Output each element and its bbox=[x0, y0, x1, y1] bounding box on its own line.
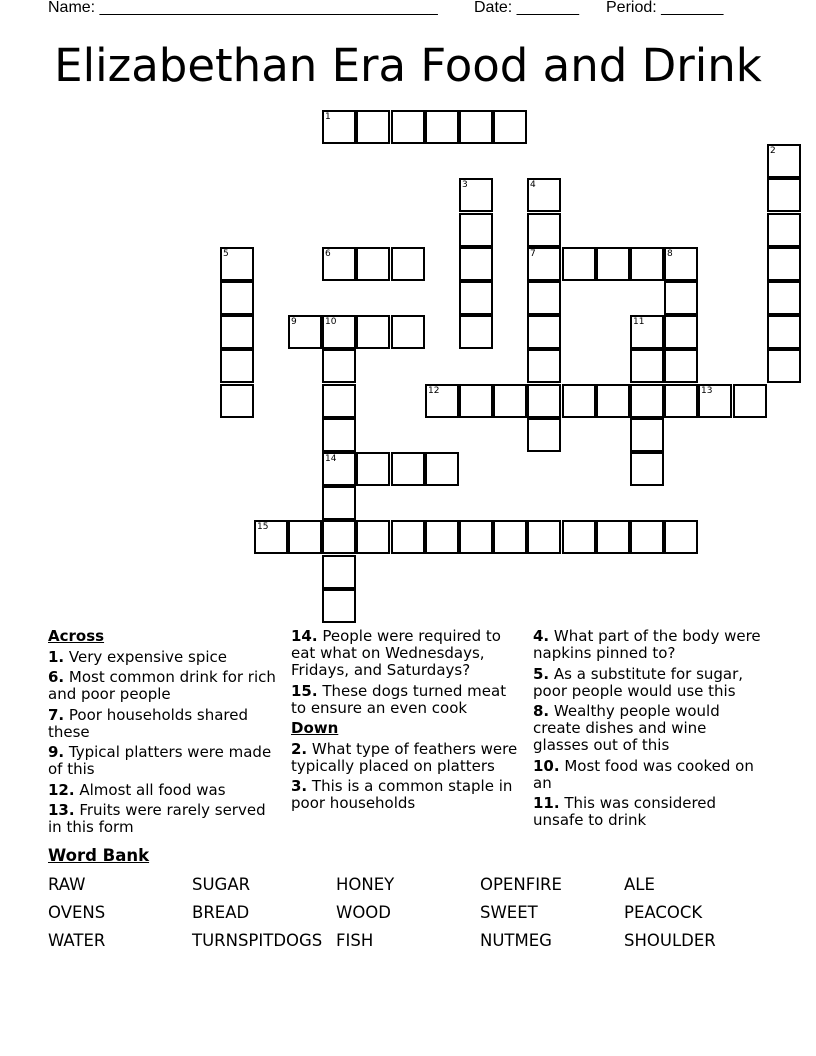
clue-number: 15 bbox=[257, 522, 269, 532]
crossword-cell[interactable] bbox=[733, 384, 767, 418]
clue-item-text: This was considered unsafe to drink bbox=[533, 794, 717, 829]
crossword-cell[interactable] bbox=[288, 520, 322, 554]
crossword-cell[interactable] bbox=[562, 247, 596, 281]
crossword-cell[interactable] bbox=[767, 144, 801, 178]
crossword-cell[interactable] bbox=[527, 520, 561, 554]
crossword-cell[interactable] bbox=[664, 281, 698, 315]
crossword-cell[interactable] bbox=[220, 247, 254, 281]
crossword-cell[interactable] bbox=[596, 247, 630, 281]
crossword-cell[interactable] bbox=[322, 110, 356, 144]
clue-item-number: 15. bbox=[291, 681, 318, 700]
clue-item bbox=[48, 707, 276, 741]
crossword-cell[interactable] bbox=[254, 520, 288, 554]
clue-item-number: 14. bbox=[291, 627, 318, 645]
clue-item bbox=[48, 649, 276, 666]
crossword-cell[interactable] bbox=[322, 247, 356, 281]
clue-item-number: 4. bbox=[533, 627, 550, 645]
clue-item bbox=[291, 683, 519, 717]
clue-item bbox=[533, 666, 765, 700]
clues-column-1 bbox=[48, 628, 276, 840]
crossword-cell[interactable] bbox=[425, 452, 459, 486]
crossword-cell[interactable] bbox=[391, 110, 425, 144]
crossword-cell[interactable] bbox=[391, 520, 425, 554]
clue-number: 10 bbox=[325, 317, 337, 327]
crossword-cell[interactable] bbox=[220, 384, 254, 418]
crossword-cell[interactable] bbox=[459, 520, 493, 554]
clue-item-text: Wealthy people would create dishes and wine glasses out of this bbox=[533, 702, 720, 754]
crossword-cell[interactable] bbox=[527, 178, 561, 212]
word-bank-item: NUTMEG bbox=[480, 931, 552, 950]
clue-item-text: These dogs turned meat to ensure an even cook bbox=[291, 681, 507, 717]
crossword-cell[interactable] bbox=[459, 384, 493, 418]
crossword-cell[interactable] bbox=[322, 418, 356, 452]
crossword-cell[interactable] bbox=[664, 384, 698, 418]
crossword-cell[interactable] bbox=[767, 213, 801, 247]
crossword-cell[interactable] bbox=[459, 178, 493, 212]
clue-number: 1 bbox=[325, 112, 331, 122]
crossword-cell[interactable] bbox=[459, 110, 493, 144]
clue-item-text: Fruits were rarely served in this form bbox=[48, 801, 266, 836]
clue-number: 5 bbox=[223, 249, 229, 259]
crossword-cell[interactable] bbox=[459, 281, 493, 315]
period-field[interactable]: Period: _______ bbox=[606, 0, 724, 16]
word-bank-item: FISH bbox=[336, 931, 374, 950]
crossword-cell[interactable] bbox=[767, 349, 801, 383]
crossword-cell[interactable] bbox=[322, 555, 356, 589]
crossword-cell[interactable] bbox=[493, 110, 527, 144]
crossword-cell[interactable] bbox=[527, 315, 561, 349]
clue-item bbox=[48, 669, 276, 703]
word-bank-item: OVENS bbox=[48, 903, 106, 922]
crossword-cell[interactable] bbox=[356, 110, 390, 144]
clue-item-text: Very expensive spice bbox=[64, 647, 227, 666]
clue-item bbox=[533, 628, 765, 662]
clue-item-number: 8. bbox=[533, 702, 550, 720]
crossword-cell[interactable] bbox=[391, 247, 425, 281]
crossword-cell[interactable] bbox=[664, 315, 698, 349]
clue-item-number: 13. bbox=[48, 801, 75, 819]
word-bank-item: WATER bbox=[48, 931, 106, 950]
word-bank-item: OPENFIRE bbox=[480, 875, 562, 894]
word-bank-item: SWEET bbox=[480, 903, 538, 922]
clue-item-text: What type of feathers were typically placed on platters bbox=[291, 739, 518, 775]
clue-item bbox=[533, 795, 765, 829]
crossword-cell[interactable] bbox=[596, 384, 630, 418]
clue-number: 9 bbox=[291, 317, 297, 327]
clue-item bbox=[291, 628, 519, 679]
clue-item-number: 11. bbox=[533, 794, 560, 812]
crossword-cell[interactable] bbox=[630, 452, 664, 486]
clue-item-text: Typical platters were made of this bbox=[48, 743, 272, 778]
clue-item-number: 1. bbox=[48, 647, 65, 666]
word-bank-item: SHOULDER bbox=[624, 931, 716, 950]
clue-item-text: Almost all food was bbox=[74, 780, 226, 799]
crossword-cell[interactable] bbox=[322, 486, 356, 520]
crossword-cell[interactable] bbox=[288, 315, 322, 349]
down-heading: Down bbox=[291, 719, 339, 737]
clue-number: 13 bbox=[701, 386, 713, 396]
page-title: Elizabethan Era Food and Drink bbox=[54, 39, 762, 92]
crossword-cell[interactable] bbox=[664, 247, 698, 281]
clue-item-text: As a substitute for sugar, poor people would use this bbox=[533, 664, 744, 700]
crossword-cell[interactable] bbox=[425, 110, 459, 144]
clue-item bbox=[533, 703, 765, 754]
crossword-cell[interactable] bbox=[322, 520, 356, 554]
clue-number: 14 bbox=[325, 454, 337, 464]
clue-item-number: 10. bbox=[533, 756, 560, 775]
crossword-cell[interactable] bbox=[493, 384, 527, 418]
crossword-cell[interactable] bbox=[527, 349, 561, 383]
crossword-cell[interactable] bbox=[630, 315, 664, 349]
crossword-cell[interactable] bbox=[767, 281, 801, 315]
clue-item-number: 3. bbox=[291, 777, 308, 795]
crossword-cell[interactable] bbox=[322, 315, 356, 349]
crossword-cell[interactable] bbox=[527, 418, 561, 452]
clue-item bbox=[48, 744, 276, 778]
crossword-cell[interactable] bbox=[459, 315, 493, 349]
clue-item-text: People were required to eat what on Wednesdays, Fridays, and Saturdays? bbox=[291, 627, 501, 679]
name-field[interactable]: Name: ______________________________________ bbox=[48, 0, 438, 16]
word-bank-item: ALE bbox=[624, 875, 655, 894]
crossword-cell[interactable] bbox=[630, 247, 664, 281]
crossword-cell[interactable] bbox=[220, 281, 254, 315]
clue-item bbox=[48, 802, 276, 836]
crossword-cell[interactable] bbox=[767, 178, 801, 212]
crossword-cell[interactable] bbox=[356, 452, 390, 486]
clue-item-text: What part of the body were napkins pinned to? bbox=[533, 627, 761, 662]
crossword-cell[interactable] bbox=[356, 520, 390, 554]
crossword-cell[interactable] bbox=[391, 315, 425, 349]
clue-number: 2 bbox=[770, 146, 776, 156]
crossword-cell[interactable] bbox=[596, 520, 630, 554]
crossword-cell[interactable] bbox=[356, 247, 390, 281]
clue-number: 11 bbox=[633, 317, 645, 327]
clue-number: 6 bbox=[325, 249, 331, 259]
crossword-cell[interactable] bbox=[630, 349, 664, 383]
crossword-cell[interactable] bbox=[664, 349, 698, 383]
crossword-cell[interactable] bbox=[425, 520, 459, 554]
word-bank-item: TURNSPITDOGS bbox=[192, 931, 323, 950]
clue-number: 12 bbox=[428, 386, 440, 396]
word-bank-title: Word Bank bbox=[48, 846, 150, 865]
clue-item-text: Most food was cooked on an bbox=[533, 756, 754, 792]
crossword-cell[interactable] bbox=[220, 315, 254, 349]
clues-column-2 bbox=[291, 628, 519, 816]
clue-item bbox=[291, 741, 519, 775]
crossword-cell[interactable] bbox=[459, 247, 493, 281]
clue-item-number: 5. bbox=[533, 664, 550, 683]
clue-number: 7 bbox=[530, 249, 536, 259]
clue-item bbox=[291, 778, 519, 812]
clue-item-number: 12. bbox=[48, 780, 75, 799]
clue-item-number: 7. bbox=[48, 705, 65, 724]
clue-item-number: 9. bbox=[48, 743, 65, 761]
clue-item-text: Most common drink for rich and poor people bbox=[48, 668, 276, 703]
crossword-cell[interactable] bbox=[391, 452, 425, 486]
crossword-cell[interactable] bbox=[664, 520, 698, 554]
clue-item bbox=[48, 782, 276, 799]
date-field[interactable]: Date: _______ bbox=[474, 0, 579, 16]
clue-item-text: Poor households shared these bbox=[48, 705, 249, 741]
crossword-cell[interactable] bbox=[527, 384, 561, 418]
across-heading: Across bbox=[48, 627, 105, 645]
clue-item-number: 2. bbox=[291, 739, 308, 758]
word-bank-item: WOOD bbox=[336, 903, 391, 922]
crossword-cell[interactable] bbox=[698, 384, 732, 418]
crossword-cell[interactable] bbox=[322, 452, 356, 486]
crossword-cell[interactable] bbox=[562, 520, 596, 554]
crossword-cell[interactable] bbox=[322, 589, 356, 623]
crossword-cell[interactable] bbox=[767, 315, 801, 349]
clue-item bbox=[533, 758, 765, 792]
crossword-cell[interactable] bbox=[322, 384, 356, 418]
crossword-cell[interactable] bbox=[220, 349, 254, 383]
crossword-cell[interactable] bbox=[562, 384, 596, 418]
crossword-cell[interactable] bbox=[630, 520, 664, 554]
clue-item-text: This is a common staple in poor households bbox=[291, 777, 513, 812]
crossword-cell[interactable] bbox=[459, 213, 493, 247]
word-bank-item: RAW bbox=[48, 875, 86, 894]
crossword-cell[interactable] bbox=[767, 247, 801, 281]
crossword-cell[interactable] bbox=[527, 213, 561, 247]
crossword-cell[interactable] bbox=[493, 520, 527, 554]
crossword-cell[interactable] bbox=[630, 384, 664, 418]
crossword-cell[interactable] bbox=[322, 349, 356, 383]
crossword-cell[interactable] bbox=[527, 247, 561, 281]
word-bank-item: PEACOCK bbox=[624, 903, 703, 922]
word-bank-item: SUGAR bbox=[192, 875, 251, 894]
clue-number: 8 bbox=[667, 249, 673, 259]
crossword-cell[interactable] bbox=[425, 384, 459, 418]
crossword-cell[interactable] bbox=[527, 281, 561, 315]
word-bank-item: HONEY bbox=[336, 875, 395, 894]
clue-item-number: 6. bbox=[48, 668, 65, 686]
word-bank-item: BREAD bbox=[192, 903, 250, 922]
clue-number: 3 bbox=[462, 180, 468, 190]
crossword-cell[interactable] bbox=[356, 315, 390, 349]
clue-number: 4 bbox=[530, 180, 536, 190]
clues-column-3 bbox=[533, 628, 765, 833]
crossword-cell[interactable] bbox=[630, 418, 664, 452]
